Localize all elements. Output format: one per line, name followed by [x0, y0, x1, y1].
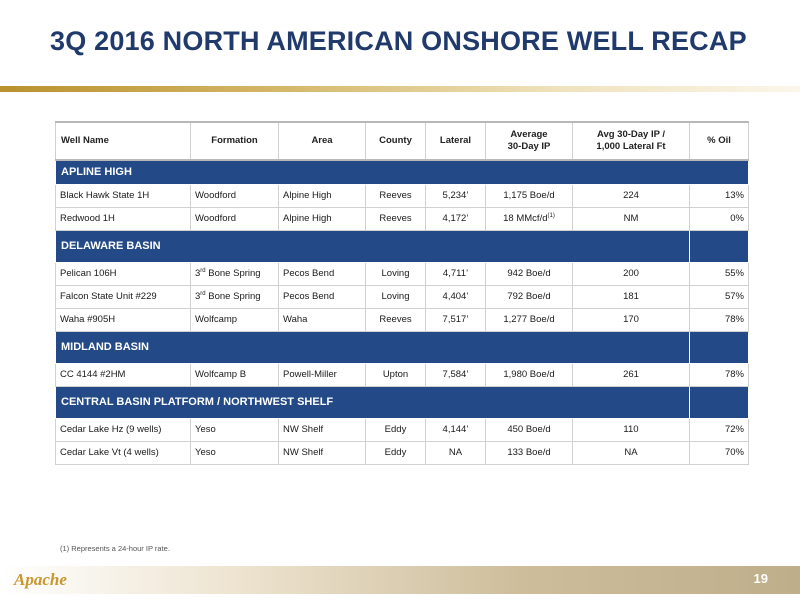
cell-well-name: Waha #905H	[56, 308, 191, 331]
section-spacer-cell	[690, 331, 749, 363]
cell-avg-ip	[486, 262, 573, 285]
cell-avg-ip-lateral: 224	[573, 184, 690, 207]
formation-text: 3	[195, 291, 201, 302]
cell-avg-ip	[486, 418, 573, 441]
cell-avg-ip-lateral: 181	[573, 285, 690, 308]
cell-county: Upton	[366, 363, 426, 386]
cell-avg-ip	[486, 308, 573, 331]
avg-ip-text: 1,980 Boe/d	[503, 369, 555, 380]
section-title: MIDLAND BASIN	[56, 331, 690, 363]
table-row	[56, 308, 749, 331]
col-header-avg-ip-lateral	[573, 122, 690, 160]
formation-text: 3	[195, 268, 201, 279]
cell-well-name: Falcon State Unit #229	[56, 285, 191, 308]
section-spacer-cell	[690, 230, 749, 262]
cell-area: Pecos Bend	[279, 262, 366, 285]
cell-county: Loving	[366, 285, 426, 308]
page-title: 3Q 2016 NORTH AMERICAN ONSHORE WELL RECAP	[50, 26, 747, 56]
cell-county: Eddy	[366, 418, 426, 441]
footnote: (1) Represents a 24-hour IP rate.	[60, 544, 170, 553]
cell-well-name: Cedar Lake Hz (9 wells)	[56, 418, 191, 441]
avg-ip-text: 18 MMcf/d	[503, 213, 548, 224]
table-row	[56, 285, 749, 308]
cell-pct-oil: 78%	[690, 308, 749, 331]
section-spacer-cell	[690, 386, 749, 418]
cell-lateral: 7,584’	[426, 363, 486, 386]
table-row	[56, 441, 749, 464]
cell-area: Powell-Miller	[279, 363, 366, 386]
cell-pct-oil: 70%	[690, 441, 749, 464]
avg-ip-text: 450 Boe/d	[507, 424, 551, 435]
cell-area: Waha	[279, 308, 366, 331]
cell-avg-ip-lateral: 261	[573, 363, 690, 386]
cell-pct-oil: 55%	[690, 262, 749, 285]
cell-area: Alpine High	[279, 207, 366, 230]
formation-text: Wolfcamp B	[195, 369, 247, 380]
cell-formation	[191, 418, 279, 441]
table-header-row	[56, 122, 749, 160]
section-header-row	[56, 160, 749, 184]
cell-avg-ip	[486, 184, 573, 207]
col-header-avg-ip-lat-line1: Avg 30-Day IP /	[596, 129, 666, 140]
col-header-county: County	[366, 122, 426, 160]
formation-text: Woodford	[195, 190, 237, 201]
formation-text: Wolfcamp	[195, 314, 238, 325]
cell-formation	[191, 285, 279, 308]
section-header-row	[56, 230, 749, 262]
section-header-row	[56, 331, 749, 363]
col-header-avg-ip-lat-line2: 1,000 Lateral Ft	[596, 141, 666, 152]
formation-text: Yeso	[195, 447, 216, 458]
cell-formation	[191, 207, 279, 230]
cell-lateral: 4,711’	[426, 262, 486, 285]
cell-formation	[191, 363, 279, 386]
section-title: CENTRAL BASIN PLATFORM / NORTHWEST SHELF	[56, 386, 690, 418]
cell-avg-ip-lateral: 170	[573, 308, 690, 331]
cell-avg-ip	[486, 441, 573, 464]
avg-ip-footnote-marker: (1)	[547, 212, 555, 219]
table-row	[56, 262, 749, 285]
cell-area: Alpine High	[279, 184, 366, 207]
table-body	[56, 160, 749, 464]
cell-avg-ip-lateral: NM	[573, 207, 690, 230]
formation-text-rest: Bone Spring	[205, 291, 261, 302]
title-divider	[0, 86, 800, 92]
cell-county: Reeves	[366, 184, 426, 207]
cell-pct-oil: 13%	[690, 184, 749, 207]
cell-lateral: 7,517’	[426, 308, 486, 331]
footer-bar	[0, 566, 800, 594]
page-number: 19	[753, 571, 768, 586]
cell-avg-ip	[486, 207, 573, 230]
cell-avg-ip	[486, 363, 573, 386]
cell-lateral: 4,404’	[426, 285, 486, 308]
cell-well-name: Pelican 106H	[56, 262, 191, 285]
cell-well-name: Black Hawk State 1H	[56, 184, 191, 207]
table-row	[56, 207, 749, 230]
col-header-avg-ip-line1: Average	[510, 129, 548, 140]
col-header-area: Area	[279, 122, 366, 160]
cell-formation	[191, 184, 279, 207]
formation-text-rest: Bone Spring	[205, 268, 261, 279]
formation-superscript: rd	[200, 267, 206, 274]
well-recap-table	[55, 121, 749, 465]
cell-area: NW Shelf	[279, 441, 366, 464]
cell-area: Pecos Bend	[279, 285, 366, 308]
cell-pct-oil: 78%	[690, 363, 749, 386]
apache-logo: Apache	[14, 570, 67, 589]
cell-lateral: 5,234’	[426, 184, 486, 207]
cell-formation	[191, 308, 279, 331]
formation-superscript: rd	[200, 290, 206, 297]
cell-well-name: CC 4144 #2HM	[56, 363, 191, 386]
cell-county: Loving	[366, 262, 426, 285]
cell-county: Eddy	[366, 441, 426, 464]
col-header-pct-oil: % Oil	[690, 122, 749, 160]
avg-ip-text: 792 Boe/d	[507, 291, 551, 302]
col-header-avg-ip-line2: 30-Day IP	[507, 141, 551, 152]
cell-pct-oil: 72%	[690, 418, 749, 441]
formation-text: Yeso	[195, 424, 216, 435]
cell-pct-oil: 0%	[690, 207, 749, 230]
cell-area: NW Shelf	[279, 418, 366, 441]
cell-pct-oil: 57%	[690, 285, 749, 308]
cell-well-name: Cedar Lake Vt (4 wells)	[56, 441, 191, 464]
avg-ip-text: 942 Boe/d	[507, 268, 551, 279]
table-row	[56, 363, 749, 386]
col-header-formation: Formation	[191, 122, 279, 160]
avg-ip-text: 1,175 Boe/d	[503, 190, 555, 201]
section-title: DELAWARE BASIN	[56, 230, 690, 262]
cell-lateral: NA	[426, 441, 486, 464]
cell-avg-ip-lateral: 110	[573, 418, 690, 441]
cell-formation	[191, 262, 279, 285]
cell-lateral: 4,144’	[426, 418, 486, 441]
section-header-row	[56, 386, 749, 418]
table-row	[56, 418, 749, 441]
section-title: APLINE HIGH	[56, 160, 749, 184]
col-header-avg-ip	[486, 122, 573, 160]
col-header-well-name: Well Name	[56, 122, 191, 160]
cell-county: Reeves	[366, 308, 426, 331]
cell-formation	[191, 441, 279, 464]
cell-avg-ip	[486, 285, 573, 308]
avg-ip-text: 133 Boe/d	[507, 447, 551, 458]
table-row	[56, 184, 749, 207]
cell-avg-ip-lateral: NA	[573, 441, 690, 464]
cell-lateral: 4,172’	[426, 207, 486, 230]
avg-ip-text: 1,277 Boe/d	[503, 314, 555, 325]
cell-avg-ip-lateral: 200	[573, 262, 690, 285]
cell-well-name: Redwood 1H	[56, 207, 191, 230]
cell-county: Reeves	[366, 207, 426, 230]
formation-text: Woodford	[195, 213, 237, 224]
col-header-lateral: Lateral	[426, 122, 486, 160]
